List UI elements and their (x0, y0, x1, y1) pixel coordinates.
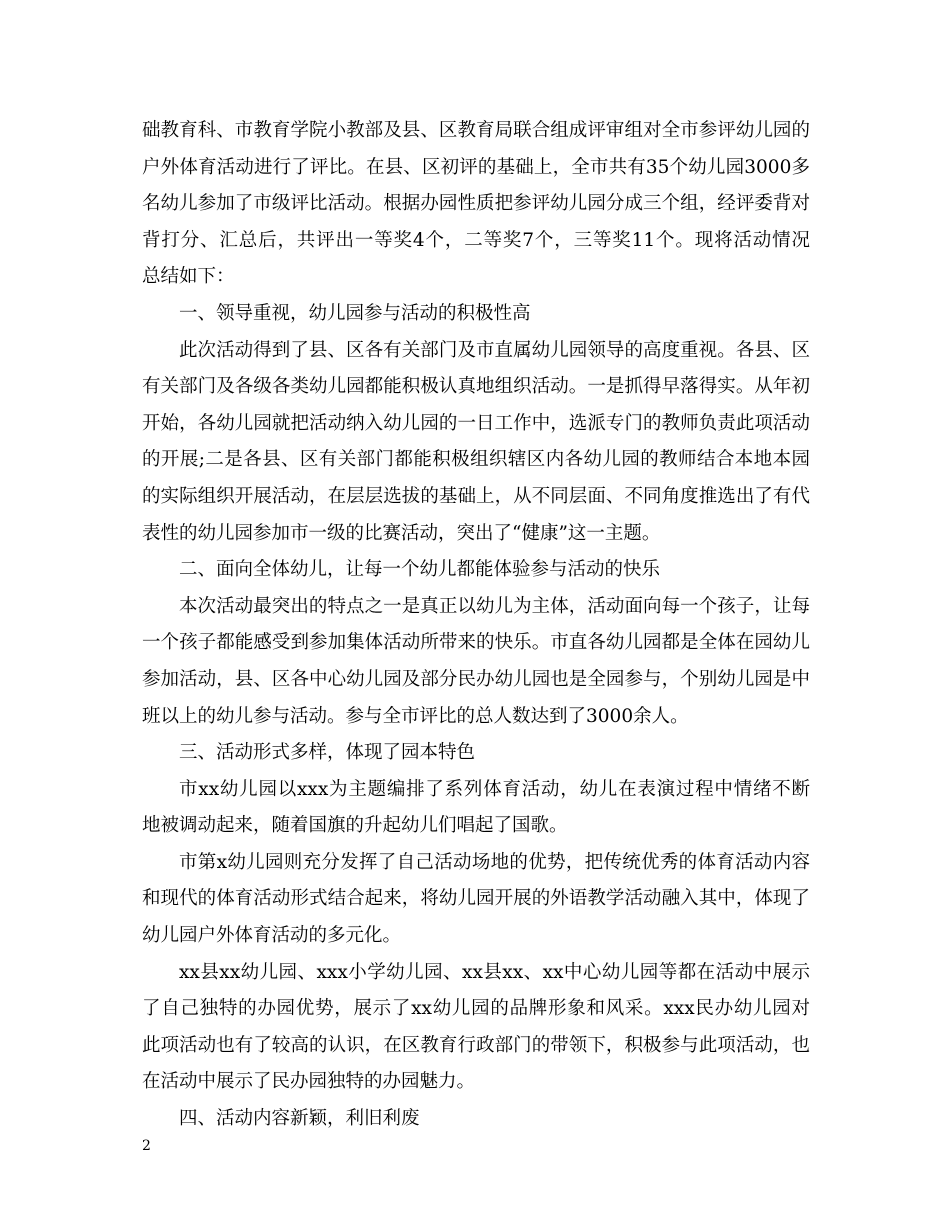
paragraph-line: 的开展;二是各县、区有关部门都能积极组织辖区内各幼儿园的教师结合本地本园 (142, 449, 810, 471)
paragraph-line: 一个孩子都能感受到参加集体活动所带来的快乐。市直各幼儿园都是全体在园幼儿 (142, 632, 810, 654)
paragraph-first-line: 二、面向全体幼儿，让每一个幼儿都能体验参与活动的快乐 (179, 559, 661, 581)
paragraph-line: 幼儿园户外体育活动的多元化。 (142, 925, 402, 947)
paragraph-first-line: 三、活动形式多样，体现了园本特色 (179, 742, 476, 764)
paragraph-line: 班以上的幼儿参与活动。参与全市评比的总人数达到了3000余人。 (142, 705, 689, 727)
page-number: 2 (142, 1138, 151, 1154)
paragraph-line: 在活动中展示了民办园独特的办园魅力。 (142, 1071, 476, 1093)
paragraph-line: 了自己独特的办园优势，展示了xx幼儿园的品牌形象和风采。xxx民办幼儿园对 (142, 998, 810, 1020)
paragraph-first-line: xx县xx幼儿园、xxx小学幼儿园、xx县xx、xx中心幼儿园等都在活动中展示 (179, 961, 810, 983)
paragraph-line: 开始，各幼儿园就把活动纳入幼儿园的一日工作中，选派专门的教师负责此项活动 (142, 412, 810, 434)
paragraph-first-line: 此次活动得到了县、区各有关部门及市直属幼儿园领导的高度重视。各县、区 (179, 339, 810, 361)
paragraph-first-line: 四、活动内容新颖，利旧利废 (179, 1108, 420, 1130)
paragraph-first-line: 市第x幼儿园则充分发挥了自己活动场地的优势，把传统优秀的体育活动内容 (179, 851, 810, 873)
paragraph-first-line: 市xx幼儿园以xxx为主题编排了系列体育活动，幼儿在表演过程中情绪不断 (179, 778, 810, 800)
paragraph-first-line: 本次活动最突出的特点之一是真正以幼儿为主体，活动面向每一个孩子，让每 (179, 595, 810, 617)
document-body (142, 113, 810, 1138)
paragraph-line: 表性的幼儿园参加市一级的比赛活动，突出了“健康”这一主题。 (142, 522, 661, 544)
paragraph-line: 背打分、汇总后，共评出一等奖4个，二等奖7个，三等奖11个。现将活动情况 (142, 229, 810, 251)
paragraph-line: 地被调动起来，随着国旗的升起幼儿们唱起了国歌。 (142, 815, 568, 837)
paragraph-line: 的实际组织开展活动，在层层选拔的基础上，从不同层面、不同角度推选出了有代 (142, 485, 810, 507)
paragraph-line: 和现代的体育活动形式结合起来，将幼儿园开展的外语教学活动融入其中，体现了 (142, 888, 810, 910)
paragraph-line: 总结如下： (142, 266, 235, 288)
paragraph-line: 参加活动，县、区各中心幼儿园及部分民办幼儿园也是全园参与，个别幼儿园是中 (142, 668, 810, 690)
paragraph-line: 此项活动也有了较高的认识，在区教育行政部门的带领下，积极参与此项活动，也 (142, 1034, 810, 1056)
paragraph-line: 础教育科、市教育学院小教部及县、区教育局联合组成评审组对全市参评幼儿园的 (142, 120, 810, 141)
paragraph-line: 有关部门及各级各类幼儿园都能积极认真地组织活动。一是抓得早落得实。从年初 (142, 376, 810, 398)
paragraph-line: 户外体育活动进行了评比。在县、区初评的基础上，全市共有35个幼儿园3000多 (142, 156, 810, 178)
paragraph-line: 名幼儿参加了市级评比活动。根据办园性质把参评幼儿园分成三个组，经评委背对 (142, 193, 810, 215)
paragraph-first-line: 一、领导重视，幼儿园参与活动的积极性高 (179, 302, 531, 324)
